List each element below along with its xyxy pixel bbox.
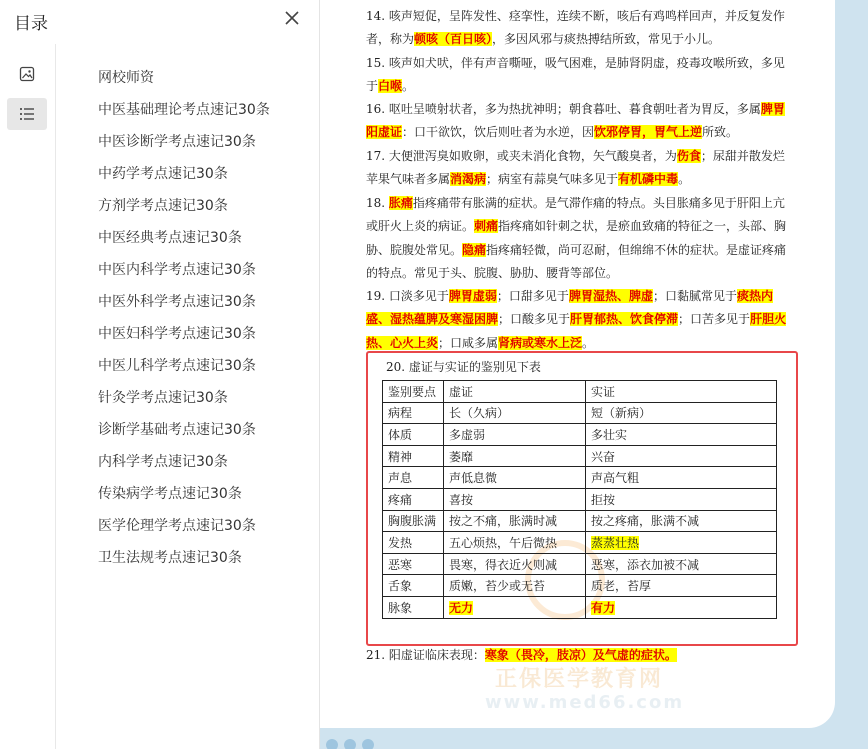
paragraph-18 — [366, 192, 796, 285]
table-cell — [444, 488, 586, 510]
cell-text: 短（新病） — [591, 406, 652, 421]
toc-item[interactable]: 针灸学考点速记30条 — [98, 390, 228, 406]
cell-text: 拒按 — [591, 492, 616, 507]
table-cell — [586, 575, 777, 597]
table-cell — [586, 488, 777, 510]
paragraph-text: 。 — [678, 172, 691, 187]
table-cell — [383, 402, 444, 424]
toc-item[interactable]: 内科学考点速记30条 — [98, 454, 228, 470]
cell-text: 畏寒，得衣近火则减 — [449, 557, 558, 572]
highlighted-text: 隐痛 — [462, 242, 487, 257]
highlighted-text: 饮邪停胃，胃气上逆 — [594, 125, 703, 140]
table-cell — [383, 445, 444, 467]
table-cell — [586, 445, 777, 467]
table-cell — [586, 532, 777, 554]
paragraph-19 — [366, 285, 796, 355]
paragraph-16 — [366, 98, 796, 145]
toc-item[interactable]: 中医妇科学考点速记30条 — [98, 326, 256, 342]
table-cell — [383, 553, 444, 575]
table-header-row — [383, 381, 777, 403]
paragraph-text: 19. 口淡多见于 — [366, 289, 449, 303]
highlighted-text: 伤食 — [676, 149, 701, 163]
paragraph-text: 指疼痛轻微，尚可忍耐，但绵绵不休的症状。是虚证疼痛的特点。常见于头、脘腹、胁肋、腰背等部位。 — [366, 242, 787, 280]
table-row — [383, 510, 777, 532]
cell-text: 蒸蒸壮热 — [591, 535, 640, 550]
table-cell — [586, 596, 777, 618]
cell-text: 声低息微 — [449, 471, 498, 486]
cell-text: 病程 — [388, 406, 413, 421]
table-cell — [586, 467, 777, 489]
paragraph-text: 指疼痛带有胀满的症状。是气滞作痛的特点。头目胀痛多见于肝阳上亢或肝火上炎的病证。 — [366, 196, 785, 234]
cell-text: 恶寒，添衣加被不减 — [591, 557, 700, 572]
highlighted-text: 脾胃虚弱 — [448, 289, 497, 303]
table-cell — [383, 488, 444, 510]
paragraph-15 — [366, 52, 796, 99]
paragraph-17 — [366, 145, 796, 192]
cell-text: 胸腹胀满 — [388, 514, 437, 529]
decoration-dot — [344, 739, 356, 749]
toc-sidebar — [0, 0, 320, 749]
toc-item[interactable]: 诊断学基础考点速记30条 — [98, 422, 256, 438]
cell-text: 恶寒 — [388, 557, 413, 572]
table-cell — [383, 510, 444, 532]
paragraph-text: ；口苦多见于 — [678, 312, 751, 327]
toc-item[interactable]: 中医儿科学考点速记30条 — [98, 358, 256, 374]
paragraph-text: 15. 咳声如犬吠，伴有声音嘶哑，吸气困难，是肺肾阴虚，疫毒攻喉所致，多见于 — [366, 56, 785, 94]
watermark-name: 正保医学教育网 — [495, 667, 664, 692]
table-cell — [586, 510, 777, 532]
cell-text: 萎靡 — [449, 449, 474, 464]
highlighted-text: 肝胆火热、心火上炎 — [366, 312, 787, 350]
cell-text: 脉象 — [388, 600, 413, 615]
highlighted-text: 肝胃郁热、饮食停滞 — [570, 312, 679, 327]
table-row — [383, 532, 777, 554]
highlighted-text: 顿咳（百日咳） — [414, 32, 493, 47]
paragraph-text: 。 — [402, 79, 415, 94]
cell-text: 鉴别要点 — [388, 384, 437, 399]
cell-text: 质嫩，苔少或无苔 — [449, 579, 546, 594]
highlighted-text: 胀痛 — [388, 196, 413, 210]
paragraph-text: 。 — [582, 335, 595, 350]
table-cell — [444, 445, 586, 467]
toc-item[interactable]: 中医外科学考点速记30条 — [98, 294, 256, 310]
highlighted-text: 痰热内盛、湿热蕴脾及寒湿困脾 — [366, 289, 773, 327]
table-cell — [444, 575, 586, 597]
table-row — [383, 402, 777, 424]
cell-text: 发热 — [388, 535, 413, 550]
highlighted-text: 寒象（畏冷，肢凉）及气虚的症状。 — [484, 648, 677, 662]
table-row — [383, 596, 777, 618]
table-cell — [444, 402, 586, 424]
paragraph-text: 18. — [366, 196, 389, 210]
cell-text: 按之不痛，胀满时减 — [449, 514, 558, 529]
table-cell — [383, 424, 444, 446]
paragraph-text: 所致。 — [702, 125, 739, 140]
sidebar-view-switcher — [0, 44, 56, 749]
paragraph-text: ；尿甜并散发烂苹果气味者多属 — [366, 149, 785, 187]
toc-item[interactable]: 卫生法规考点速记30条 — [98, 550, 242, 566]
close-icon[interactable] — [283, 9, 301, 27]
toc-item[interactable]: 中医诊断学考点速记30条 — [98, 134, 256, 150]
cell-text: 按之疼痛，胀满不减 — [591, 514, 700, 529]
paragraph-text: ，多因风邪与痰热搏结所致，常见于小儿。 — [492, 32, 721, 47]
toc-list — [98, 62, 270, 574]
table-cell — [444, 596, 586, 618]
paragraph-text: ；口甜多见于 — [496, 289, 569, 303]
highlighted-text: 刺痛 — [474, 219, 499, 234]
table-row — [383, 445, 777, 467]
paragraph-21 — [366, 644, 796, 667]
toc-item[interactable]: 中药学考点速记30条 — [98, 166, 228, 182]
cell-text: 声息 — [388, 471, 413, 486]
cell-text: 长（久病） — [449, 406, 510, 421]
cell-text: 有力 — [591, 600, 616, 615]
table-cell — [444, 510, 586, 532]
table-header-cell — [586, 381, 777, 403]
toc-item[interactable]: 网校师资 — [98, 70, 154, 86]
table-row — [383, 553, 777, 575]
paragraph-text: 17. 大便泄泻臭如败卵，或夹未消化食物，矢气酸臭者，为 — [366, 149, 677, 163]
cell-text: 质老，苔厚 — [591, 579, 652, 594]
paragraph-text: 14. 咳声短促，呈阵发性、痉挛性，连续不断，咳后有鸡鸣样回声，并反复发作者，称为 — [366, 9, 785, 47]
table-header-cell — [444, 381, 586, 403]
table-cell — [444, 467, 586, 489]
thumbnail-view-button[interactable] — [7, 58, 47, 90]
decoration-dot — [326, 739, 338, 749]
sidebar-header — [0, 0, 319, 44]
cell-text: 声高气粗 — [591, 471, 640, 486]
cell-text: 多虚弱 — [449, 427, 486, 442]
paragraph-text: ；病室有蒜臭气味多见于 — [486, 172, 619, 187]
cell-text: 兴奋 — [591, 449, 616, 464]
highlighted-text: 脾胃阳虚证 — [366, 102, 785, 140]
toc-item[interactable]: 中医经典考点速记30条 — [98, 230, 242, 246]
outline-view-button[interactable] — [7, 98, 47, 130]
paragraph-text: ；口黏腻常见于 — [652, 289, 737, 303]
paragraph-text: 21. 阳虚证临床表现： — [366, 648, 485, 662]
table-row — [383, 575, 777, 597]
toc-item[interactable]: 中医内科学考点速记30条 — [98, 262, 256, 278]
table-cell — [383, 532, 444, 554]
table-cell — [586, 424, 777, 446]
paragraph-text: ；口酸多见于 — [498, 312, 571, 327]
table-header-cell — [383, 381, 444, 403]
highlighted-text: 有机磷中毒 — [618, 172, 679, 187]
image-icon — [19, 66, 35, 82]
sidebar-title: 目录 — [14, 14, 48, 34]
paragraph-text: ：口干欲饮，饮后则吐者为水逆，因 — [402, 125, 595, 140]
highlighted-text: 脾胃湿热、脾虚 — [568, 289, 653, 303]
cell-text: 疼痛 — [388, 492, 413, 507]
decoration-dot — [362, 739, 374, 749]
watermark-url: www.med66.com — [485, 692, 685, 713]
cell-text: 实证 — [591, 384, 616, 399]
cell-text: 多壮实 — [591, 427, 628, 442]
highlighted-text: 白喉 — [378, 79, 403, 94]
cell-text: 喜按 — [449, 492, 474, 507]
toc-item[interactable]: 中医基础理论考点速记30条 — [98, 102, 270, 118]
table-cell — [383, 467, 444, 489]
cell-text: 精神 — [388, 449, 413, 464]
table-cell — [586, 553, 777, 575]
highlighted-text: 消渴病 — [450, 172, 487, 187]
paragraph-text: ；口咸多属 — [438, 335, 499, 350]
table-cell — [444, 553, 586, 575]
table-cell — [383, 596, 444, 618]
cell-text: 舌象 — [388, 579, 413, 594]
paragraph-14 — [366, 5, 796, 52]
toc-item[interactable]: 传染病学考点速记30条 — [98, 486, 242, 502]
document-page — [320, 0, 835, 728]
document-viewer[interactable] — [320, 0, 868, 749]
toc-item[interactable]: 医学伦理学考点速记30条 — [98, 518, 256, 534]
table-cell — [444, 532, 586, 554]
cell-text: 体质 — [388, 427, 413, 442]
table-row — [383, 424, 777, 446]
table-cell — [444, 424, 586, 446]
paragraph-text: 指疼痛如针刺之状，是瘀血致痛的特征之一，头部、胸胁、脘腹处常见。 — [366, 219, 787, 257]
table-row — [383, 488, 777, 510]
comparison-table — [382, 380, 777, 619]
highlighted-text: 肾病或寒水上泛 — [498, 335, 583, 350]
table-title: 20. 虚证与实证的鉴别见下表 — [386, 360, 541, 374]
table-row — [383, 467, 777, 489]
table-cell — [383, 575, 444, 597]
cell-text: 虚证 — [449, 384, 474, 399]
toc-item[interactable]: 方剂学考点速记30条 — [98, 198, 228, 214]
cell-text: 五心烦热，午后微热 — [449, 535, 558, 550]
list-icon — [19, 106, 35, 122]
cell-text: 无力 — [449, 600, 474, 615]
paragraph-text: 16. 呕吐呈喷射状者，多为热扰神明；朝食暮吐、暮食朝吐者为胃反，多属 — [366, 102, 761, 116]
table-cell — [586, 402, 777, 424]
